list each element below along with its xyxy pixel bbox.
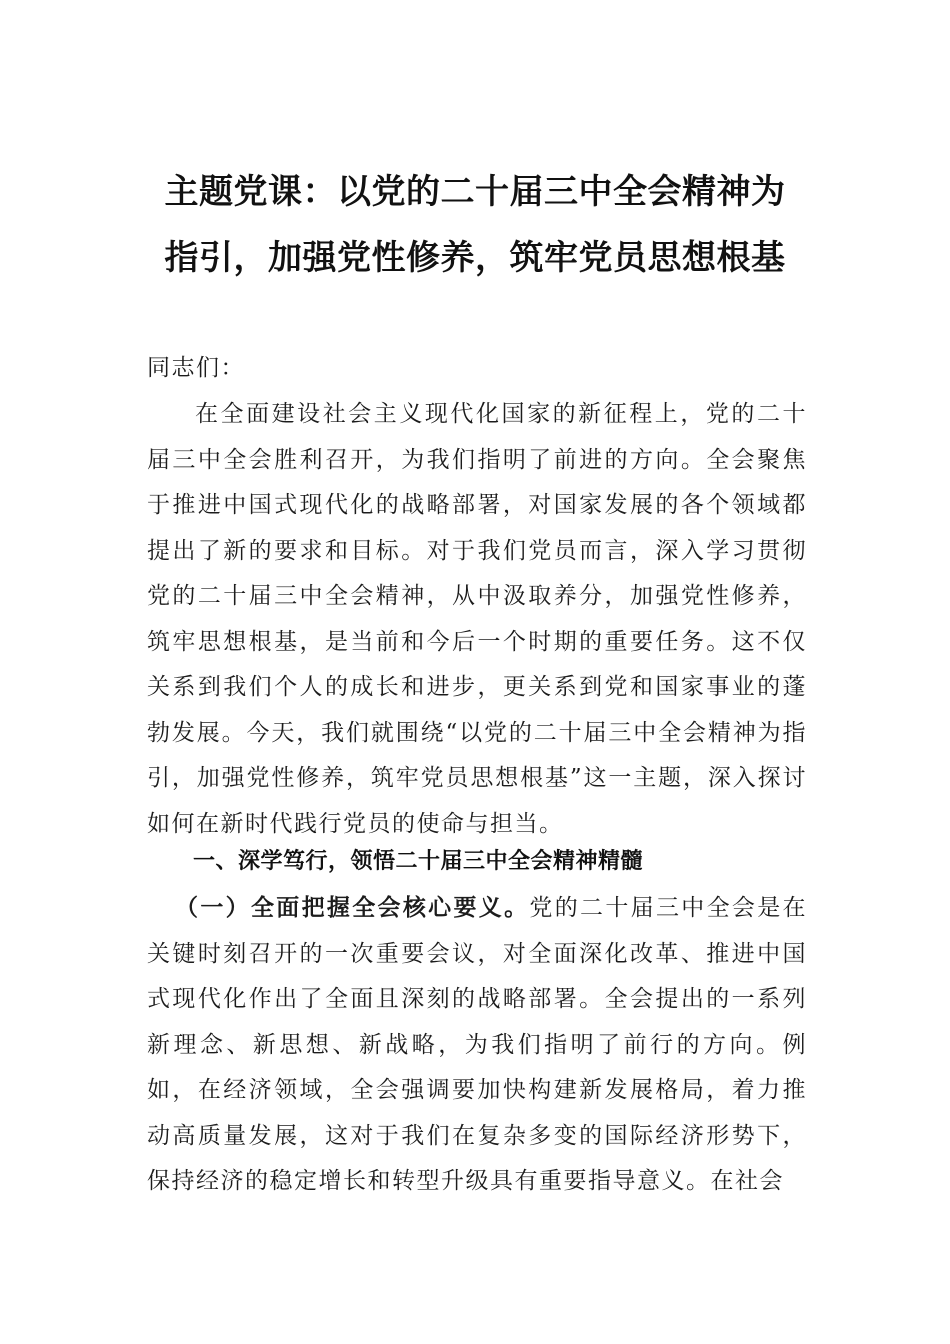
paragraph-intro: 在全面建设社会主义现代化国家的新征程上，党的二十届三中全会胜利召开，为我们指明了前进的方向。全会聚焦于推进中国式现代化的战略部署，对国家发展的各个领域都提出了新的要求和目标。对于我们党员而言，深入学习贯彻党的二十届三中全会精神，从中汲取养分，加强党性修养，筑牢思想根基，是当前和今后一个时期的重要任务。这不仅关系到我们个人的成长和进步，更关系到党和国家事业的蓬勃发展。今天，我们就围绕“以党的二十届三中全会精神为指引，加强党性修养，筑牢党员思想根基”这一主题，深入探讨如何在新时代践行党员的使命与担当。 bbox=[147, 401, 807, 837]
paragraph-subsection-1 bbox=[147, 885, 807, 1205]
section-heading-1: 一、深学笃行，领悟二十届三中全会精神精髓 bbox=[193, 849, 644, 874]
document-title-line-1: 主题党课：以党的二十届三中全会精神为 bbox=[164, 172, 786, 212]
document-title-line-2: 指引，加强党性修养，筑牢党员思想根基 bbox=[164, 238, 786, 278]
subsection-1-lead: （一）全面把握全会核心要义。 bbox=[175, 894, 530, 921]
greeting: 同志们： bbox=[147, 355, 245, 381]
subsection-1-text: 党的二十届三中全会是在关键时刻召开的一次重要会议，对全面深化改革、推进中国式现代化作出了全面且深刻的战略部署。全会提出的一系列新理念、新思想、新战略，为我们指明了前行的方向。例如，在经济领域，全会强调要加快构建新发展格局，着力推动高质量发展，这对于我们在复杂多变的国际经济形势下，保持经济的稳定增长和转型升级具有重要指导意义。在社会 bbox=[147, 895, 807, 1194]
